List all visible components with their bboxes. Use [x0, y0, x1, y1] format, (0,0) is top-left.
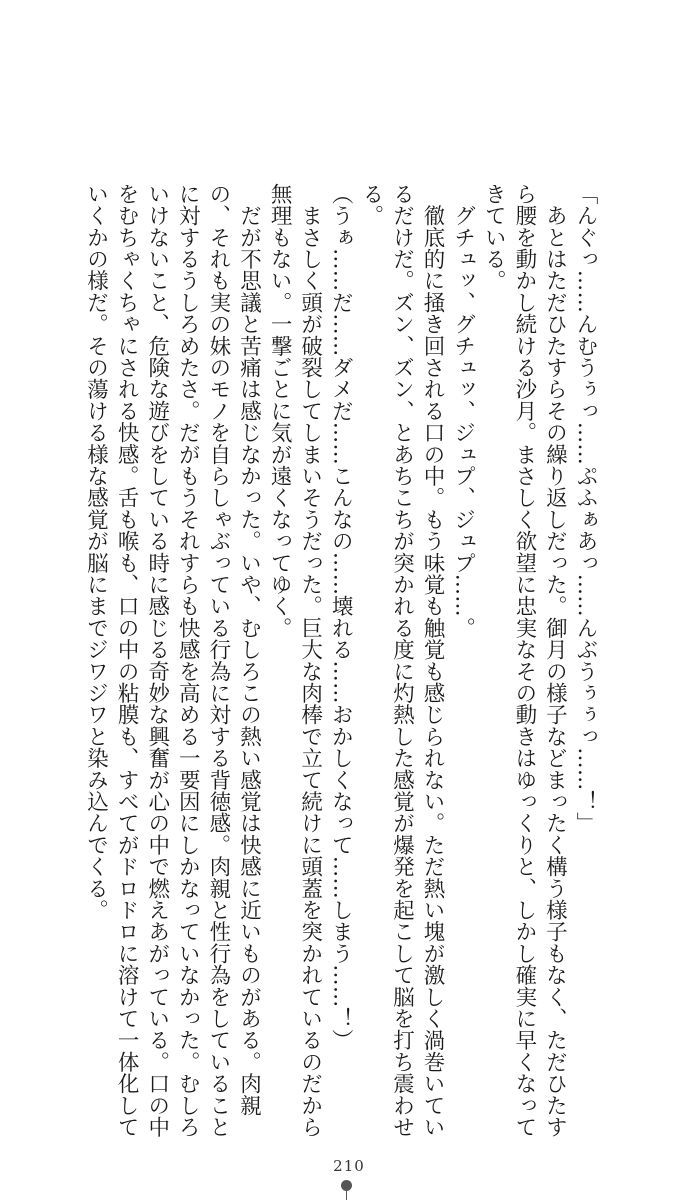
paragraph-dialogue-1: 「んぐっ……んむうぅっ……ぷふぁあっ……んぶうぅぅっ……！」 — [573, 183, 598, 834]
folio-stem-decoration — [346, 1190, 347, 1200]
paragraph-inner-thought: （うぁ……だ……ダメだ……こんなの……壊れる……おかしくなって……しまう……！） — [328, 183, 354, 1051]
page-number: 210 — [333, 1157, 365, 1175]
paragraph-narration-4: だが不思議と苦痛は感じなかった。いや、むしろこの熱い感覚は快感に近いものがある。肉親の、それも実の妹のモノを自らしゃぶっている行為に対する背徳感。肉親と性行為をしていることに対するうしろめたさ。だがもうそれすらも快感を高める一要因にしかなっていなかった。むしろいけないこと、危険な遊びをしている時に感じる奇妙な興奮が心の中で燃えあがっている。口の中をむちゃくちゃにされる快感。舌も喉も、口の中の粘膜も、すべてがドロドロに溶けて一体化していくかの様だ。その蕩ける様な感覚が脳にまでジワジワと染み込んでくる。 — [83, 183, 262, 1138]
paragraph-sound-effect: グチュッ、グチュッ、ジュプ、ジュプ……。 — [450, 183, 476, 639]
vertical-text-body — [80, 183, 600, 1143]
paragraph-narration-1: あとはただひたすらその繰り返しだった。御月の様子などまったく構う様子もなく、ただひたすら腰を動かし続ける沙月。まさしく欲望に忠実なその動きはゆっくりと、しかし確実に早くなってきている。 — [481, 183, 568, 1138]
paragraph-narration-2: 徹底的に掻き回される口の中。もう味覚も触覚も感じられない。ただ熱い塊が激しく渦巻いているだけだ。ズン、ズン、とあちこちが突かれる度に灼熱した感覚が爆発を起こして脳を打ち震わせる。 — [358, 183, 446, 1138]
paragraph-narration-3: まさしく頭が破裂してしまいそうだった。巨大な肉棒で立て続けに頭蓋を突かれているのだから無理もない。一撃ごとに気が遠くなってゆく。 — [267, 183, 323, 1138]
